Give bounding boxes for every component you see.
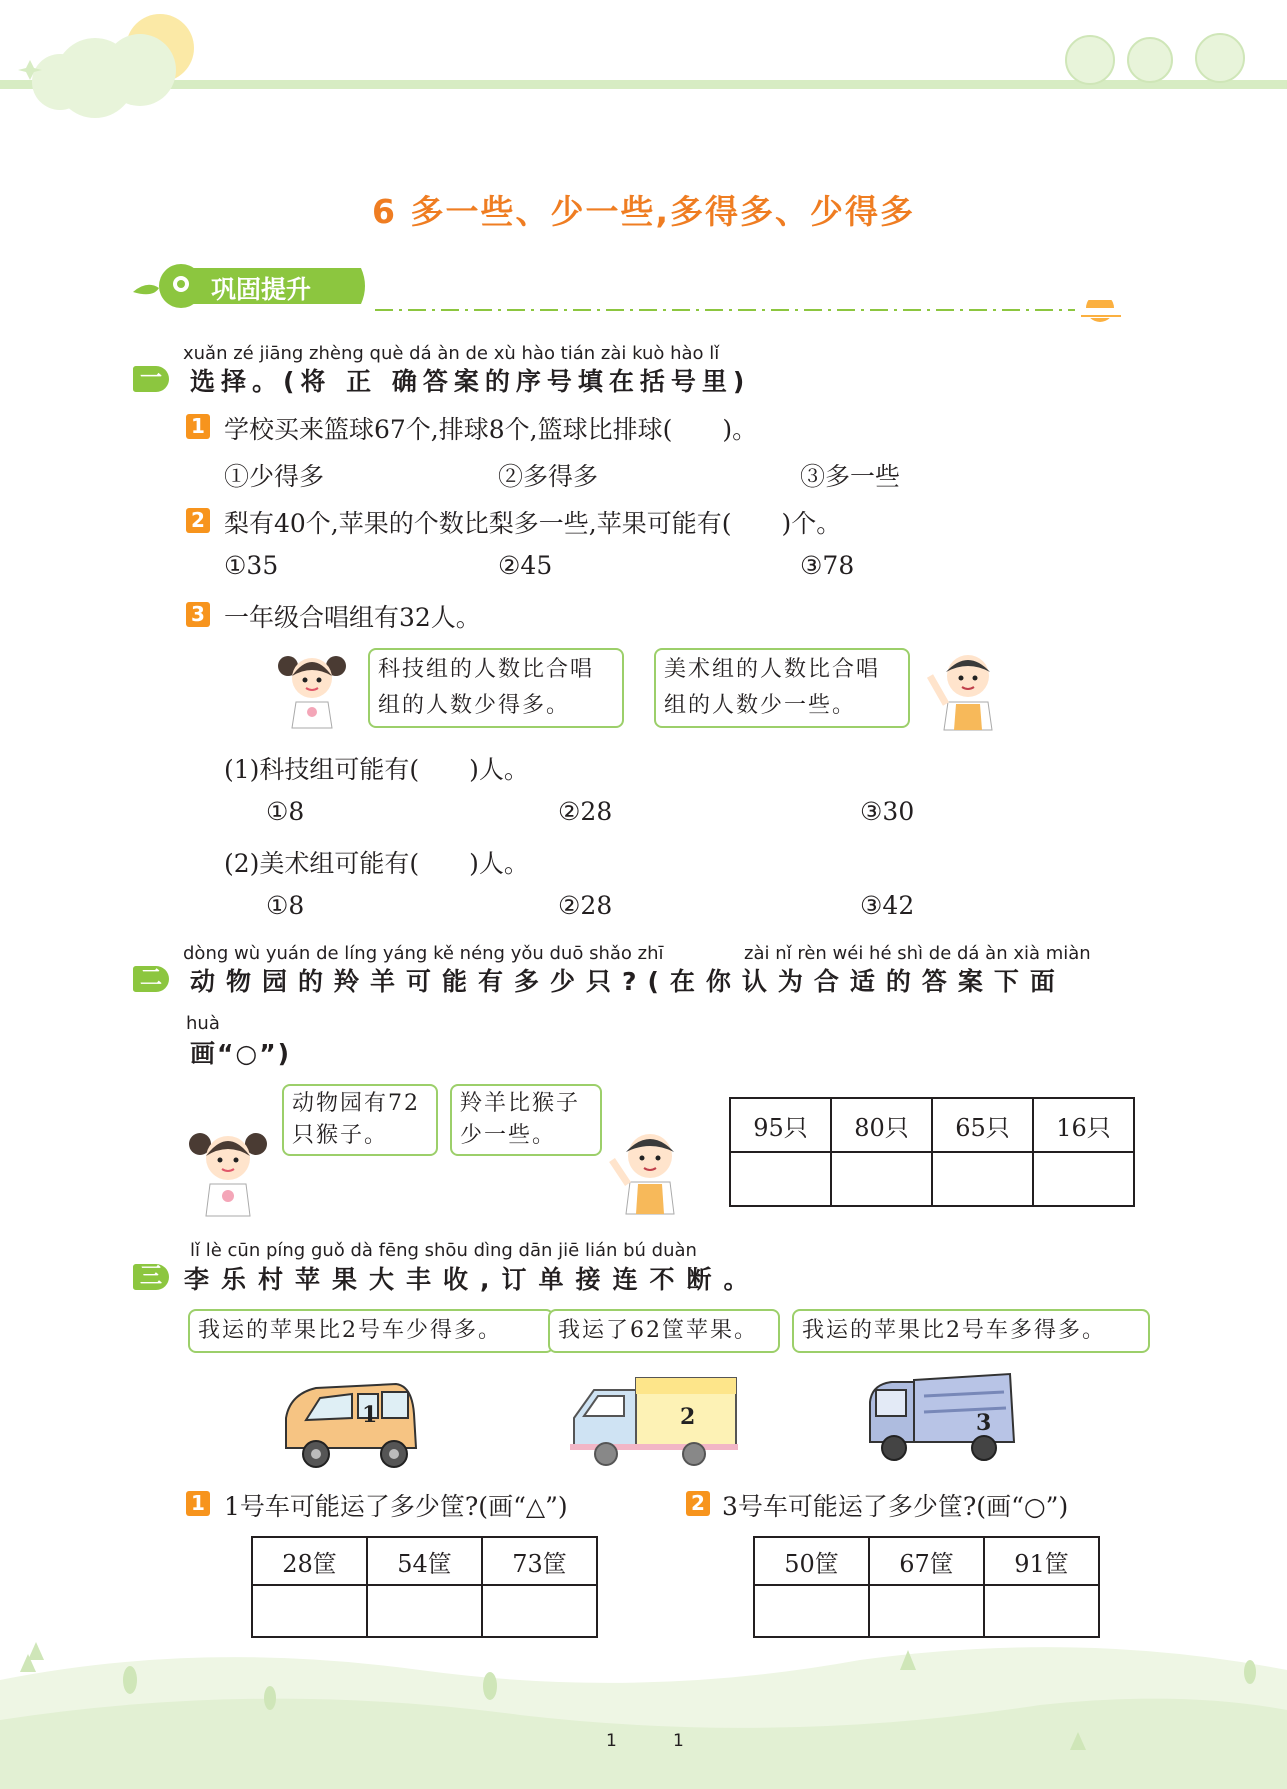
s3-q1-number: 1 [186,1491,210,1516]
answer-cell[interactable] [831,1152,932,1206]
q2-number: 2 [186,508,210,533]
section1-pinyin: xuǎn zé jiāng zhèng què dá àn de xù hào tián zài kuò hào lǐ [183,343,720,364]
table-row [730,1152,1134,1206]
page-number-right: 1 [673,1731,684,1751]
banner-label: 巩固提升 [211,275,312,304]
bubble-line: 美术组的人数比合唱 [664,657,881,682]
table-cell: 50筐 [754,1537,869,1585]
girl-speech-bubble-2 [282,1084,438,1156]
section3-badge: 三 [133,1264,169,1290]
q3-sub1-option-3[interactable]: ③30 [860,797,915,826]
s3-q2-number: 2 [686,1491,710,1516]
q3-sub2-option-1[interactable]: ①8 [266,891,305,920]
table-cell: 80只 [831,1098,932,1152]
answer-cell[interactable] [932,1152,1033,1206]
bubble-line: 组的人数少一些。 [664,693,857,718]
q3-sub2-option-2[interactable]: ②28 [558,891,613,920]
q3-sub1-text: (1)科技组可能有( )人。 [224,755,529,784]
answer-cell[interactable] [730,1152,831,1206]
table-cell: 67筐 [869,1537,984,1585]
answer-cell[interactable] [1033,1152,1134,1206]
q2-option-3[interactable]: ③78 [800,551,855,580]
top-decoration [0,0,1287,120]
section2-pinyin-1: dòng wù yuán de líng yáng kě néng yǒu duō shǎo zhī [183,943,664,964]
page-number-left: 1 [606,1731,617,1751]
section2-badge: 二 [133,966,169,992]
section2-instruction-1: 动物园的羚羊可能有多少只?(在你认为合适的答案下面 [190,967,1066,996]
section-banner [133,262,373,310]
table-cell: 91筐 [984,1537,1099,1585]
table-cell: 65只 [932,1098,1033,1152]
s3-q2-text: 3号车可能运了多少筐?(画“○”) [722,1492,1069,1521]
boy-illustration-2 [604,1124,688,1216]
q3-sub1-option-1[interactable]: ①8 [266,797,305,826]
section3-instruction: 李乐村苹果大丰收,订单接连不断。 [184,1265,761,1294]
section2-pinyin-2: huà [186,1013,220,1034]
truck-3-illustration [864,1372,1020,1464]
q3-sub2-text: (2)美术组可能有( )人。 [224,849,529,878]
q1-number: 1 [186,414,210,439]
lamb-answer-table [729,1097,1135,1207]
bubble-line: 羚羊比猴子 [460,1091,581,1116]
table-cell: 54筐 [367,1537,482,1585]
section2-pinyin-1b: zài nǐ rèn wéi hé shì de dá àn xià miàn [744,943,1091,964]
truck-2-number: 2 [680,1404,696,1430]
girl-speech-bubble-1 [368,648,624,728]
bubble-line: 少一些。 [460,1123,557,1148]
truck-2-illustration [566,1374,740,1466]
table-row [730,1098,1134,1152]
bottom-landscape [0,1620,1287,1789]
truck3-speech-bubble: 我运的苹果比2号车多得多。 [792,1309,1150,1353]
section3-pinyin: lǐ lè cūn píng guǒ dà fēng shōu dìng dān jiē lián bú duàn [190,1240,697,1261]
boy-speech-bubble-1 [654,648,910,728]
truck2-speech-bubble: 我运了62筐苹果。 [548,1309,780,1353]
bubble-line: 动物园有72 [292,1091,420,1116]
section2-instruction-2: 画“○”) [190,1039,292,1068]
table-row [754,1537,1099,1585]
table-row [252,1537,597,1585]
q2-option-1[interactable]: ①35 [224,551,279,580]
q2-option-2[interactable]: ②45 [498,551,553,580]
q3-sub2-option-3[interactable]: ③42 [860,891,915,920]
q1-option-2[interactable]: ②多得多 [498,462,599,491]
girl-illustration [272,648,352,730]
q3-number: 3 [186,602,210,627]
van-1-illustration [276,1374,422,1470]
banner-dashed-line [375,300,1135,330]
s3-q1-text: 1号车可能运了多少筐?(画“△”) [224,1492,568,1521]
bubble-line: 只猴子。 [292,1123,389,1148]
section1-instruction: 选择。(将 正 确答案的序号填在括号里) [190,367,751,396]
q1-text: 学校买来篮球67个,排球8个,篮球比排球( )。 [224,415,758,444]
truck1-speech-bubble: 我运的苹果比2号车少得多。 [188,1309,554,1353]
boy-illustration [922,646,1002,732]
q1-option-1[interactable]: ①少得多 [224,462,325,491]
q3-sub1-option-2[interactable]: ②28 [558,797,613,826]
boy-speech-bubble-2 [450,1084,602,1156]
q2-text: 梨有40个,苹果的个数比梨多一些,苹果可能有( )个。 [224,509,842,538]
girl-illustration-2 [186,1124,270,1218]
bubble-line: 组的人数少得多。 [378,693,571,718]
table-cell: 95只 [730,1098,831,1152]
q1-option-3[interactable]: ③多一些 [800,462,901,491]
table-cell: 16只 [1033,1098,1134,1152]
bubble-line: 科技组的人数比合唱 [378,657,595,682]
table-cell: 73筐 [482,1537,597,1585]
table-cell: 28筐 [252,1537,367,1585]
section1-badge: 一 [133,366,169,392]
truck-1-number: 1 [362,1402,378,1428]
truck-3-number: 3 [976,1410,992,1436]
q3-text: 一年级合唱组有32人。 [224,603,481,632]
page-title: 6 多一些、少一些,多得多、少得多 [372,192,915,231]
